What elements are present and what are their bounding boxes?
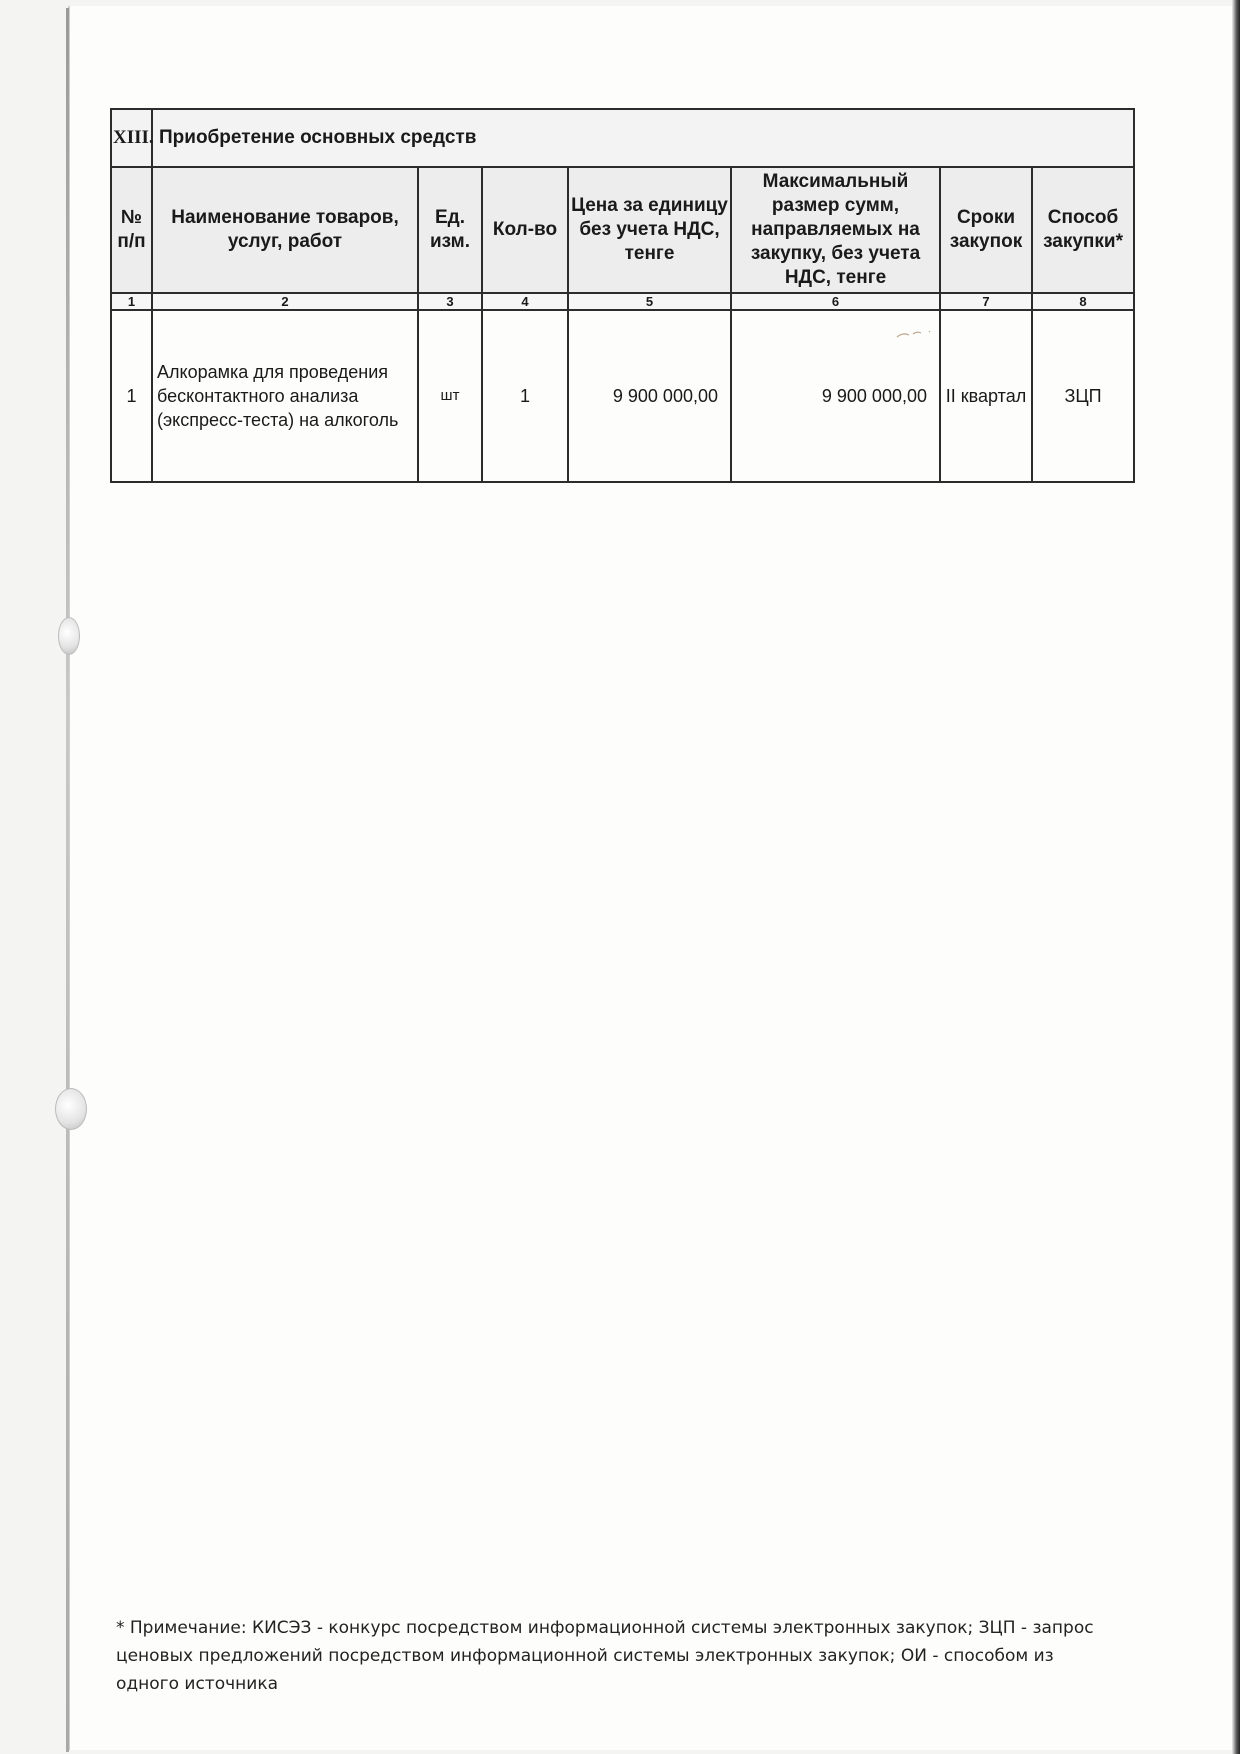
- row-number: 1: [111, 310, 152, 482]
- column-number: 1: [111, 293, 152, 310]
- item-unit: шт: [418, 310, 482, 482]
- scan-right-edge: [1232, 0, 1240, 1754]
- header-cell: Максимальный размер сумм, направляемых на закупку, без учета НДС, тенге: [731, 167, 940, 293]
- header-cell: Ед. изм.: [418, 167, 482, 293]
- item-quantity: 1: [482, 310, 568, 482]
- table-row: [111, 310, 1134, 482]
- header-row: [111, 167, 1134, 293]
- column-number: 5: [568, 293, 731, 310]
- procurement-table: [110, 108, 1135, 483]
- header-cell: № п/п: [111, 167, 152, 293]
- item-max-sum: 9 900 000,00: [731, 310, 940, 482]
- scan-left-edge: [66, 8, 69, 1752]
- column-number: 6: [731, 293, 940, 310]
- punch-hole: [58, 617, 80, 655]
- section-title: Приобретение основных средств: [152, 109, 1134, 167]
- column-number: 4: [482, 293, 568, 310]
- column-number: 2: [152, 293, 418, 310]
- header-cell: Способ закупки*: [1032, 167, 1134, 293]
- item-name: Алкорамка для проведения бесконтактного анализа (экспресс-теста) на алкоголь: [152, 310, 418, 482]
- header-cell: Сроки закупок: [940, 167, 1032, 293]
- item-method: ЗЦП: [1032, 310, 1134, 482]
- column-number: 7: [940, 293, 1032, 310]
- section-row: [111, 109, 1134, 167]
- header-cell: Наименование товаров, услуг, работ: [152, 167, 418, 293]
- item-unit-price: 9 900 000,00: [568, 310, 731, 482]
- header-cell: Кол-во: [482, 167, 568, 293]
- footnote: * Примечание: КИСЭЗ - конкурс посредством информационной системы электронных закупок; ЗЦП - запрос ценовых предложений посредством информационной системы электронных закупок; ОИ - способом из одного источника: [116, 1618, 1094, 1694]
- column-number: 8: [1032, 293, 1134, 310]
- punch-hole: [55, 1088, 87, 1130]
- item-period: II квартал: [940, 310, 1032, 482]
- section-number: XIII.: [111, 109, 152, 167]
- header-cell: Цена за единицу без учета НДС, тенге: [568, 167, 731, 293]
- column-number: 3: [418, 293, 482, 310]
- scan-speck: [895, 328, 935, 340]
- column-number-row: [111, 293, 1134, 310]
